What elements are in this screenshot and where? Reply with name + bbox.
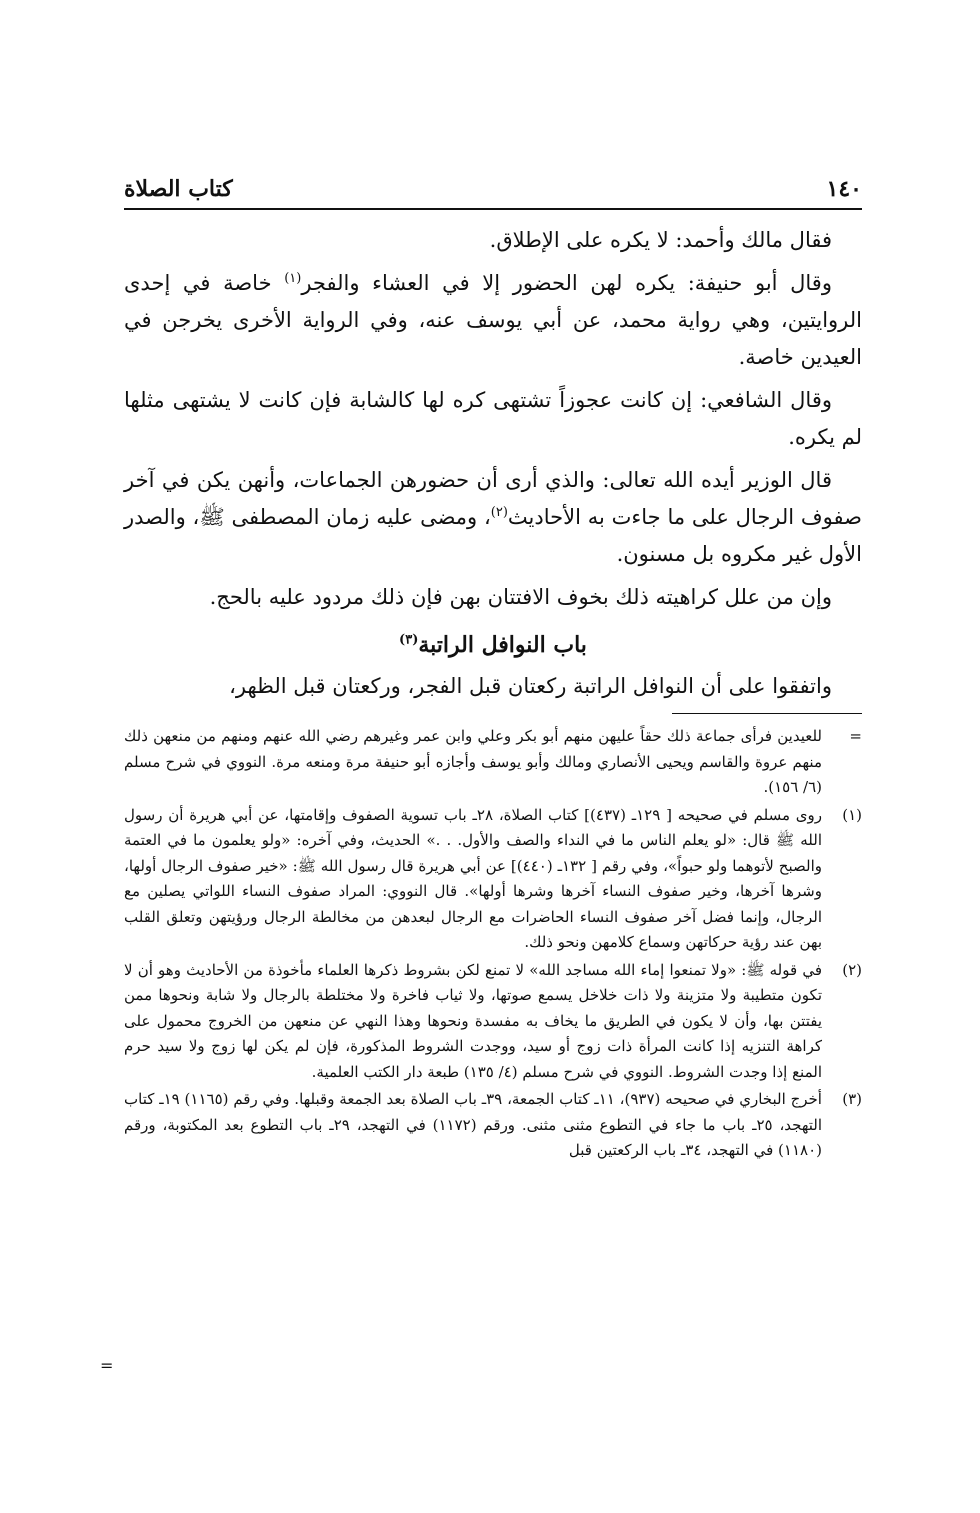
footnote-divider: [672, 713, 862, 714]
page-header: [124, 160, 862, 210]
book-page: [124, 160, 862, 1166]
page-end-marker: =: [100, 1356, 114, 1375]
footnote-1: [124, 803, 862, 956]
footnote-ref-1[interactable]: (١): [284, 271, 302, 286]
page-number: ١٤٠: [826, 176, 862, 202]
paragraph-fitna: [124, 579, 862, 616]
footnote-marker: =: [849, 727, 862, 745]
paragraph-text: خاصة في إحدى الروايتين، وهي رواية محمد، عن أبي يوسف عنه، وفي الرواية الأخرى يخرجن في العيدين خاصة.: [124, 271, 862, 369]
paragraph-text: ، ومضى عليه زمان المصطفى ﷺ، والصدر الأول غير مكروه بل مسنون.: [124, 505, 862, 566]
paragraph-text: واتفقوا على أن النوافل الراتبة ركعتان قبل الفجر، وركعتان قبل الظهر،: [229, 674, 832, 698]
paragraph-wazir: [124, 462, 862, 573]
footnote-ref-3[interactable]: (٣): [399, 632, 419, 648]
paragraph-shafii: [124, 382, 862, 456]
footnote-marker: (١): [842, 805, 862, 824]
paragraph-text: وقال أبو حنيفة: يكره لهن الحضور إلا في العشاء والفجر: [301, 271, 832, 295]
paragraph-malik-ahmad: [124, 222, 862, 259]
footnote-3: [124, 1087, 862, 1164]
paragraph-text: قال الوزير أيده الله تعالى: والذي أرى أن حضورهن الجماعات، وأنهن يكن في آخر صفوف الرجال على ما جاءت به الأحاديث: [124, 468, 862, 529]
footnote-text: روى مسلم في صحيحه [ ١٢٩ـ (٤٣٧)] كتاب الصلاة، ٢٨ـ باب تسوية الصفوف وإقامتها، عن أبي هريرة أن رسول الله ﷺ قال: «لو يعلم الناس ما في النداء والصف والأول. . .» الحديث، وفي آخره: «ولو يعلمون ما في العتمة والصبح لأتوهما ولو حبواً»، وفي رقم [ ١٣٢ـ (٤٤٠)] عن أبي هريرة قال رسول الله ﷺ: «خير صفوف الرجال أولها، وشرها آخرها، وخير صفوف النساء آخرها وشرها أولها». قال النووي: المراد صفوف النساء اللواتي يصلين مع الرجال، وإنما فضل آخر صفوف النساء الحاضرات مع الرجال لبعدهن من مخالطة الرجال ورؤيتهن وتعلق القلب بهن عند رؤية حركاتهن وسماع كلامهن ونحو ذلك.: [124, 805, 823, 951]
paragraph-text: وقال الشافعي: إن كانت عجوزاً تشتهى كره لها كالشابة فإن كانت لا يشتهى مثلها لم يكره.: [124, 388, 862, 449]
footnote-2: [124, 958, 862, 1086]
main-text: [124, 222, 862, 705]
paragraph-nawafil: [124, 668, 862, 705]
footnote-text: في قوله ﷺ: «ولا تمنعوا إماء الله مساجد الله» لا تمنع لكن بشروط ذكرها العلماء مأخوذة من الأحاديث وهو أن لا تكون متطيبة ولا متزينة ولا ذات خلاخل يسمع صوتها، ولا ثياب فاخرة ولا مختلطة بالرجال ولا شابة ونحوها ممن يفتتن بها، وأن لا يكون في الطريق ما يخاف به مفسدة ونحوها وهذا النهي عن منعهن من الخروج محمول على كراهة التنزيه إذا كانت المرأة ذات زوج أو سيد، ووجدت الشروط المذكورة، فإن لم يكن لها زوج ولا سيد حرم المنع إذا وجدت الشروط. النووي في شرح مسلم (٤/ ١٣٥) طبعة دار الكتب العلمية.: [124, 960, 822, 1081]
paragraph-text: فقال مالك وأحمد: لا يكره على الإطلاق.: [489, 228, 832, 252]
footnote-ref-2[interactable]: (٢): [490, 505, 508, 520]
paragraph-text: وإن من علل كراهيته ذلك بخوف الافتتان بهن فإن ذلك مردود عليه بالحج.: [209, 585, 832, 609]
paragraph-abu-hanifa: [124, 265, 862, 376]
footnotes: [124, 724, 862, 1164]
footnote-text: أخرج البخاري في صحيحه (٩٣٧)، ١١ـ كتاب الجمعة، ٣٩ـ باب الصلاة بعد الجمعة وقبلها. وفي رقم (١١٦٥) ١٩ـ كتاب التهجد، ٢٥ـ باب ما جاء في التطوع مثنى مثنى. ورقم (١١٧٢) في التهجد، ٢٩ـ باب التطوع بعد المكتوبة، ورقم (١١٨٠) في التهجد، ٣٤ـ باب الركعتين قبل: [124, 1090, 823, 1159]
footnote-continuation: [124, 724, 862, 801]
footnote-marker: (٢): [842, 960, 862, 979]
section-heading: [124, 632, 862, 658]
footnote-marker: (٣): [842, 1090, 862, 1108]
section-heading-text: باب النوافل الراتبة: [418, 632, 587, 658]
footnote-text: للعيدين فرأى جماعة ذلك حقاً عليهن منهم أبو بكر وعلي وابن عمر وغيرهم رضي الله عنهم ومنهم من منعهن ذلك منهم عروة والقاسم ويحيى الأنصاري ومالك وأبو يوسف وأجازه أبو حنيفة مرة ومنعه مرة. النووي في شرح مسلم (٦/ ١٥٦).: [124, 727, 822, 796]
running-title: كتاب الصلاة: [124, 176, 233, 202]
